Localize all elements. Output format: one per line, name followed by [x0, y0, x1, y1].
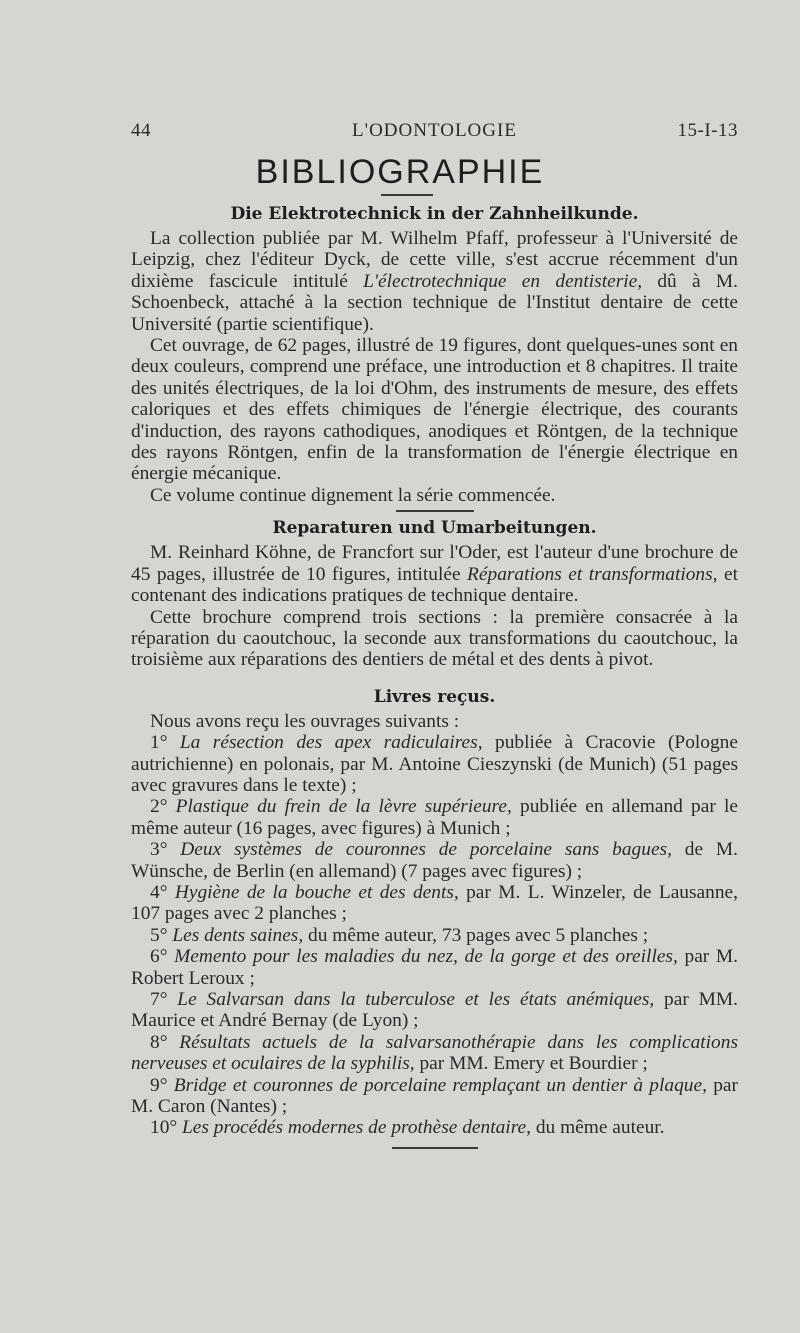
- item-details: par M. Robert Leroux ;: [131, 946, 739, 989]
- section-heading-reparaturen: Reparaturen und Umarbeitungen.: [272, 518, 597, 539]
- item-number: 3°: [150, 839, 168, 861]
- item-details: du même auteur.: [530, 1117, 665, 1139]
- book-list: [131, 732, 738, 1139]
- paragraph: [131, 542, 738, 606]
- book-title: La résection des apex radiculaires,: [179, 732, 483, 754]
- section-heading-livres-recus: Livres reçus.: [373, 686, 496, 707]
- item-number: 5°: [150, 924, 168, 946]
- list-item: [131, 882, 738, 925]
- item-details: par M. Caron (Nantes) ;: [131, 1074, 738, 1118]
- page-number: 44: [131, 120, 151, 141]
- book-title: Résultats actuels de la salvarsanothérapie dans les complications nerveuses et oculaires de la syphilis,: [131, 1031, 738, 1075]
- item-details: publiée à Cracovie (Pologne autrichienne) en polonais, par M. Antoine Cieszynski (de Munich) (51 pages avec gravures dans le texte) ;: [131, 732, 738, 796]
- paragraph: Nous avons reçu les ouvrages suivants :: [150, 710, 460, 732]
- paragraph: Cet ouvrage, de 62 pages, illustré de 19 figures, dont quelques-unes sont en deux couleurs, comprend une préface, une introduction et 8 chapitres. Il traite des unités électriques, de la loi d'Ohm, des instruments de mesure, des effets caloriques et des effets chimiques de l'énergie électrique, des courants d'induction, des rayons cathodiques, anodiques et Röntgen, de la technique des rayons Röntgen, enfin de la transformation de l'énergie électrique en énergie mécanique.: [131, 335, 738, 485]
- list-item: [131, 796, 738, 839]
- list-item: [131, 925, 738, 946]
- item-number: 8°: [150, 1031, 168, 1053]
- list-item: [131, 946, 738, 989]
- item-number: 1°: [150, 732, 168, 754]
- list-item: [131, 1117, 738, 1138]
- item-details: par MM. Emery et Bourdier ;: [414, 1053, 648, 1075]
- list-item: [131, 839, 738, 882]
- book-title: Réparations et transformations,: [467, 563, 718, 585]
- book-title: Memento pour les maladies du nez, de la gorge et des oreilles,: [174, 946, 678, 968]
- book-title: L'électrotechnique en dentisterie,: [363, 270, 643, 292]
- item-number: 7°: [150, 989, 168, 1010]
- article-body: [131, 200, 738, 1151]
- item-number: 4°: [150, 881, 168, 903]
- item-details: par MM. Maurice et André Bernay (de Lyon) ;: [131, 989, 738, 1032]
- closing-rule: [392, 1147, 478, 1149]
- item-number: 2°: [150, 796, 168, 818]
- item-details: de M. Wünsche, de Berlin (en allemand) (7 pages avec figures) ;: [131, 839, 738, 882]
- item-number: 10°: [150, 1117, 178, 1139]
- paragraph: Cette brochure comprend trois sections : la première consacrée à la réparation du caoutchouc, la seconde aux transformations du caoutchouc, la troisième aux réparations des dentiers de métal et des dents à pivot.: [131, 606, 738, 671]
- item-number: 9°: [150, 1074, 168, 1096]
- item-details: par M. L. Winzeler, de Lausanne, 107 pages avec 2 planches ;: [131, 881, 738, 925]
- text-run: M. Reinhard Köhne, de Francfort sur l'Oder, est l'auteur d'une brochure de 45 pages, illustrée de 10 figures, intitulée: [131, 542, 738, 585]
- item-details: publiée en allemand par le même auteur (16 pages, avec figures) à Munich ;: [131, 796, 738, 839]
- book-title: Deux systèmes de couronnes de porcelaine sans bagues,: [180, 839, 672, 861]
- list-item: [131, 1032, 738, 1075]
- book-title: Les dents saines,: [172, 924, 304, 946]
- item-number: 6°: [150, 946, 168, 968]
- title-rule: [381, 194, 433, 196]
- section-rule: [396, 510, 474, 512]
- book-title: Le Salvarsan dans la tuberculose et les états anémiques,: [177, 989, 655, 1010]
- text-run: La collection publiée par M. Wilhelm Pfaff, professeur à l'Université de Leipzig, chez l'éditeur Dyck, de cette ville, s'est accrue récemment d'un dixième fascicule intitulé: [131, 228, 738, 292]
- issue-date: 15-I-13: [677, 120, 738, 141]
- book-title: Hygiène de la bouche et des dents,: [174, 881, 459, 903]
- text-run: dû à M. Schoenbeck, attaché à la section technique de l'Institut dentaire de cette Université (partie scientifique).: [131, 270, 738, 335]
- item-details: du même auteur, 73 pages avec 5 planches ;: [303, 924, 649, 946]
- book-title: Bridge et couronnes de porcelaine remplaçant un dentier à plaque,: [173, 1074, 707, 1096]
- section-heading-elektrotechnik: Die Elektrotechnick in der Zahnheilkunde.: [230, 204, 639, 224]
- paragraph: Ce volume continue dignement la série commencée.: [150, 484, 556, 506]
- journal-title: L'ODONTOLOGIE: [352, 120, 517, 141]
- page-title: BIBLIOGRAPHIE: [255, 153, 545, 191]
- text-run: et contenant des indications pratiques de technique dentaire.: [131, 563, 738, 607]
- paragraph: [131, 228, 738, 335]
- book-title: Les procédés modernes de prothèse dentaire,: [182, 1117, 531, 1139]
- book-title: Plastique du frein de la lèvre supérieure,: [175, 796, 512, 818]
- list-item: [131, 1075, 738, 1118]
- list-item: [131, 989, 738, 1032]
- list-item: [131, 732, 738, 796]
